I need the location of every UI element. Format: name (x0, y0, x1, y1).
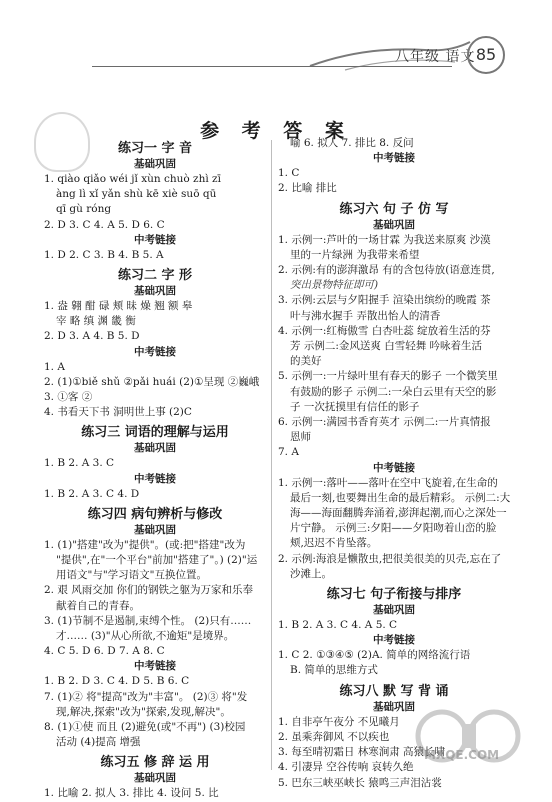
answer-line: 3. (1)节制不是遏制,束缚个性。 (2)只有…… (44, 614, 252, 627)
answer-line: 1. A (44, 360, 65, 373)
answer-line: 才…… (3)"从心所欲,不逾矩"是境界。 (56, 630, 235, 643)
answer-line: 1. 自非亭午夜分 不见曦月 (278, 715, 400, 728)
header-rule (92, 66, 452, 67)
answer-line: 1. B 2. A 3. C (44, 457, 115, 470)
answer-line: 3. 示例:云层与夕阳握手 渲染出缤纷的晚霞 茶 (278, 294, 491, 307)
subsection-title: 基础巩固 (134, 442, 176, 455)
subsection-title: 基础巩固 (373, 218, 415, 231)
subsection-title: 中考链接 (134, 472, 176, 485)
answer-line: 宰 略 缜 渊 畿 衡 (56, 315, 136, 328)
subsection-title: 基础巩固 (134, 772, 176, 785)
answer-line: 恩师 (290, 431, 311, 444)
answer-line: 子 一次抚摸里有信任的影子 (290, 400, 420, 413)
answer-line: B. 简单的思维方式 (290, 664, 378, 677)
header-grade-label: 八年级 语文 (395, 49, 476, 65)
page-number: 85 (467, 36, 505, 74)
section-title: 练习八 默 写 背 诵 (339, 683, 449, 699)
answer-line: 有鼓励的影子 示例二:一朵白云里有天空的影 (290, 385, 497, 398)
answer-line: 4. 示例一:红梅傲雪 白杏吐蕊 绽放着生活的芬 (278, 324, 491, 337)
subsection-title: 基础巩固 (134, 285, 176, 298)
answer-line: 2. 比喻 排比 (278, 182, 337, 195)
page-title: 参 考 答 案 (200, 120, 352, 142)
answer-line: 8. (1)①使 而且 (2)避免(或"不再") (3)校园 (44, 721, 246, 734)
answer-line: 里的一片绿洲 为我带来希望 (290, 248, 420, 261)
subsection-title: 中考链接 (373, 634, 415, 647)
answer-line: 7. A (278, 446, 299, 459)
section-title: 练习三 词语的理解与运用 (81, 425, 229, 441)
answer-line: 2. D 3. A 4. B 5. D (44, 330, 140, 343)
answer-line: 5. 巴东三峡巫峡长 猿鸣三声泪沾裳 (278, 776, 442, 789)
subsection-title: 中考链接 (134, 660, 176, 673)
subsection-title: 中考链接 (134, 233, 176, 246)
section-title: 练习二 字 形 (117, 268, 193, 284)
answer-line: 献着自己的青春。 (56, 599, 140, 612)
subsection-title: 基础巩固 (373, 604, 415, 617)
answer-line: 的美好 (290, 355, 322, 368)
answer-line: 1. 盎 翱 酣 碌 颊 昧 燥 翘 额 皋 (44, 300, 193, 313)
section-title: 练习一 字 音 (117, 141, 193, 156)
answer-line: 7. (1)② 将"提高"改为"丰富"。 (2)③ 将"发 (44, 690, 248, 703)
answer-line: àng lì xǐ yǎn shù kē xiè suō qū (56, 188, 217, 201)
answer-line: 颊,迟迟不肯坠落。 (290, 537, 378, 550)
answer-line: 1. C 2. ①③④⑤ (2)A. 简单的网络流行语 (278, 649, 471, 662)
subsection-title: 中考链接 (373, 461, 415, 474)
subsection-title: 中考链接 (373, 152, 415, 165)
answer-line: 3. 每至晴初霜日 林寒涧肃 高猿长啸 (278, 746, 446, 759)
watermark-text: MXQE.COM (424, 748, 500, 762)
answer-line: qī gù róng (56, 203, 112, 216)
answer-line: 2. 艰 风雨交加 你们的钢铁之躯为万家和乐奉 (44, 584, 254, 597)
section-title: 练习七 句子衔接与排序 (326, 587, 462, 603)
answer-line: 2. (1)①biě shǔ ②pǎi huái (2)①呈现 ②巍峨 (44, 375, 260, 388)
answer-line: 2. 虽乘奔御风 不以疾也 (278, 730, 390, 743)
subsection-title: 基础巩固 (134, 158, 176, 170)
answer-line: 海——海面翻腾奔涌着,澎湃起潮,而心之深处一 (290, 507, 507, 520)
answer-line: 1. B 2. D 3. C 4. D 5. B 6. C (44, 675, 190, 688)
answer-line: 现,解决,探索"改为"探索,发现,解决"。 (56, 705, 231, 718)
answer-line: 片宁静。 示例三:夕阳——夕阳吻着山峦的脸 (290, 522, 497, 535)
answer-line: 2. 示例:海浪是懒散虫,把很美很美的贝壳,忘在了 (278, 552, 502, 565)
answer-line: 4. 书看天下书 洞明世上事 (2)C (44, 406, 192, 419)
answer-line: 1. C (278, 167, 300, 180)
answer-line: 叶与沸水握手 弄散出怡人的清香 (290, 309, 441, 322)
answer-line: "提供",在"一个平台"前加"搭建了"。) (2)"运 (56, 554, 258, 567)
answer-line: 1. qiào qiǎo wéi jǐ xùn chuò zhì zī (44, 173, 221, 185)
answer-line: 喻 6. 拟人 7. 排比 8. 反问 (290, 137, 414, 149)
section-title: 练习五 修 辞 运 用 (100, 755, 210, 771)
section-title: 练习六 句 子 仿 写 (339, 201, 449, 217)
answer-line: 2. D 3. C 4. A 5. D 6. C (44, 218, 165, 231)
answer-line: 4. C 5. D 6. D 7. A 8. C (44, 645, 165, 658)
answer-line: 1. D 2. C 3. B 4. B 5. A (44, 248, 164, 261)
right-column (278, 136, 510, 791)
answer-line: 活动 (4)提高 增强 (56, 736, 141, 749)
answer-line: 用语文"与"学习语文"互换位置。 (56, 569, 207, 582)
answer-line: 最后一刻,也要舞出生命的最后精彩。 示例二:大 (290, 491, 511, 504)
answer-line: 1. (1)"搭建"改为"提供"。(或:把"搭建"改为 (44, 538, 246, 551)
watermark-logo-icon (412, 706, 538, 772)
answer-line: 1. 示例一:芦叶的一场甘霖 为我送来原爽 沙漠 (278, 233, 491, 246)
answer-line: 4. 引凄异 空谷传响 哀转久绝 (278, 761, 414, 774)
column-divider (271, 140, 272, 770)
subsection-title: 基础巩固 (373, 700, 415, 713)
left-column (44, 136, 266, 802)
subsection-title: 基础巩固 (134, 523, 176, 536)
answer-line: 5. 示例一:一片绿叶里有春天的影子 一个微笑里 (278, 370, 498, 383)
answer-line: 6. 示例一:满园书香育英才 示例二:一片真情报 (278, 416, 491, 429)
subsection-title: 中考链接 (134, 345, 176, 358)
answer-line: 1. 示例一:落叶——落叶在空中飞旋着,在生命的 (278, 476, 498, 489)
answer-line: 1. B 2. A 3. C 4. A 5. C (278, 619, 398, 632)
answer-line: 沙滩上。 (290, 567, 332, 580)
answer-line: 2. 示例:有的澎湃激昂 有的含包待放(语意连贯, (278, 264, 495, 277)
answer-line: 1. B 2. A 3. C 4. D (44, 487, 140, 500)
answer-line: 3. ①客 ② (44, 391, 93, 404)
answer-line: 1. 比喻 2. 拟人 3. 排比 4. 设问 5. 比 (44, 787, 219, 800)
answer-line: 芳 示例二:金风送爽 白雪轻舞 吟咏着生活 (290, 340, 483, 353)
section-title: 练习四 病句辨析与修改 (87, 506, 223, 522)
answer-line: 突出景物特征即可) (290, 279, 379, 292)
